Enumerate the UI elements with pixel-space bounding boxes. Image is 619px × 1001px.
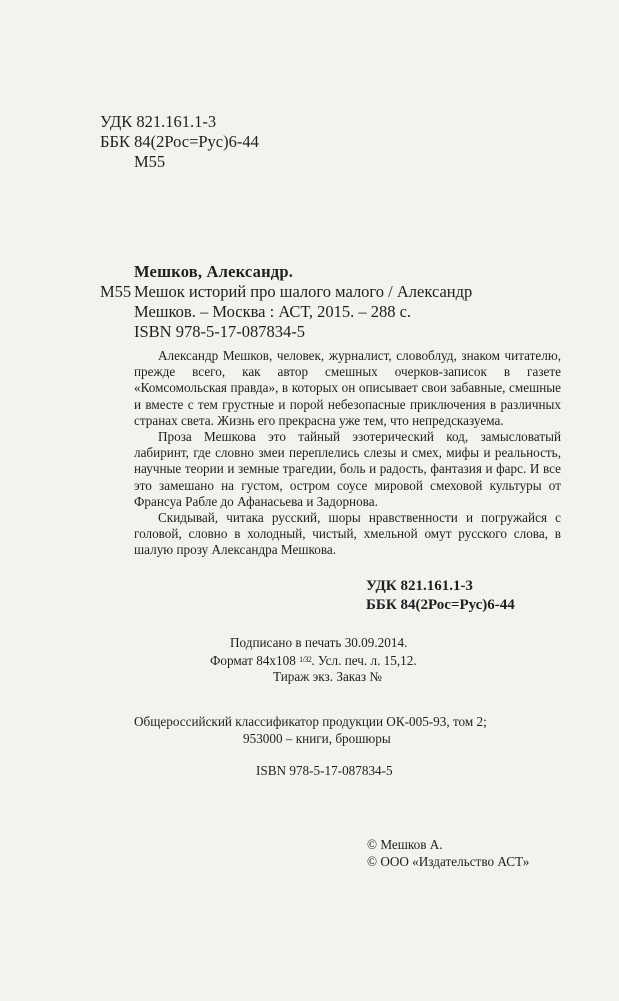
print-run: Тираж экз. Заказ № [273, 669, 382, 684]
record-publication: Мешков. – Москва : АСТ, 2015. – 288 с. [134, 302, 412, 321]
bbk-code: ББК 84(2Рос=Рус)6-44 [100, 132, 259, 151]
copyright [367, 836, 529, 870]
product-classifier [134, 714, 487, 747]
copyright-publisher: © ООО «Издательство АСТ» [367, 854, 530, 869]
bbk-code: ББК 84(2Рос=Рус)6-44 [366, 597, 515, 613]
format-line [210, 652, 417, 670]
print-details [210, 635, 417, 686]
annotation-paragraph: Проза Мешкова это тайный эзотерический код, замысловатый лабиринт, где словно змеи переплелись слезы и смех, мифы и реальность, научные теории и земные трагедии, боль и радость, фантазия и фарс. И все это замешано на густом, остром соусе мировой смеховой культуры от Франсуа Рабле до Афанасьева и Задорнова. [134, 429, 561, 509]
isbn-bottom: ISBN 978-5-17-087834-5 [256, 763, 393, 778]
format-prefix: Формат 84x108 [210, 652, 296, 668]
classifier-line: 953000 – книги, брошюры [243, 730, 391, 746]
author-sign: М55 [134, 152, 166, 171]
classifier-line: Общероссийский классификатор продукции ОК-005-93, том 2; [134, 714, 487, 729]
record-title: Мешок историй про шалого малого / Александр [134, 282, 473, 301]
udk-code: УДК 821.161.1-3 [366, 578, 473, 594]
copyright-author: © Мешков А. [367, 837, 443, 852]
annotation-paragraph: Скидывай, читака русский, шоры нравственности и погружайся с головой, словно в холодный, чистый, хмельной омут русского слова, в шалую прозу Александра Мешкова. [134, 510, 561, 558]
record-sign: М55 [100, 282, 132, 301]
record-author: Мешков, Александр. [134, 262, 294, 281]
format-fraction: 1/32 [299, 654, 312, 664]
annotation [134, 348, 561, 559]
format-suffix: . Усл. печ. л. 15,12. [311, 652, 417, 668]
signed-to-print: Подписано в печать 30.09.2014. [230, 635, 408, 650]
record-body [100, 282, 560, 342]
bibliographic-record [100, 262, 560, 342]
udk-footer [366, 577, 515, 615]
annotation-paragraph: Александр Мешков, человек, журналист, словоблуд, знаком читателю, прежде всего, как автор смешных очерков-записок в газете «Комсомольская правда», в которых он описывает свои забавные, смешные и вместе с тем грустные и порой небезопасные приключения в различных странах света. Жизнь его прекрасна уже тем, что непредсказуема. [134, 348, 561, 428]
record-isbn: ISBN 978-5-17-087834-5 [134, 322, 305, 341]
udk-header [100, 112, 259, 172]
udk-code: УДК 821.161.1-3 [100, 112, 217, 131]
